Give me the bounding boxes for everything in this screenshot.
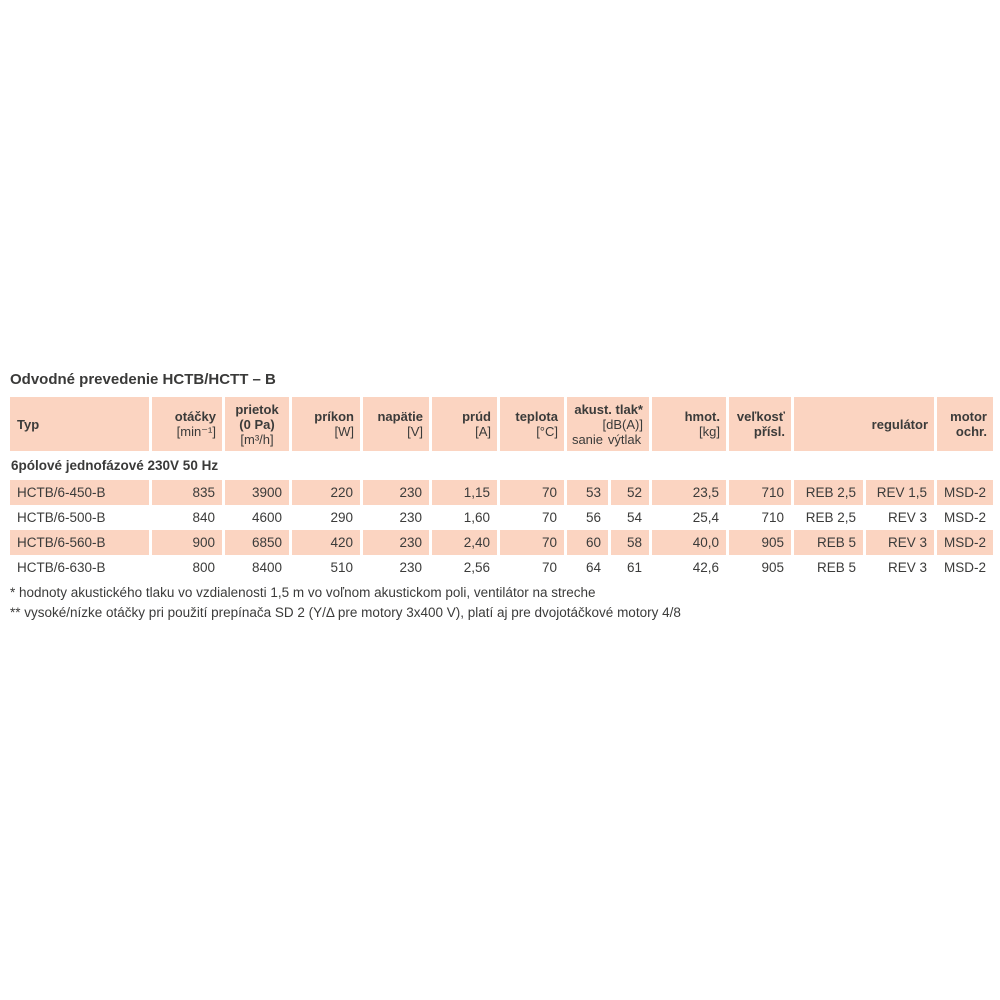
- cell-motor: MSD-2: [937, 480, 993, 505]
- cell-teplota: 70: [500, 505, 564, 530]
- cell-prietok: 4600: [225, 505, 289, 530]
- cell-prikon: 510: [292, 555, 360, 580]
- header-row: [10, 397, 993, 451]
- fan-spec-table: [7, 397, 996, 580]
- cell-hmot: 23,5: [652, 480, 726, 505]
- cell-napatie: 230: [363, 530, 429, 555]
- cell-sanie: 53: [567, 480, 608, 505]
- col-header-hmot: [652, 397, 726, 451]
- col-header-teplota: [500, 397, 564, 451]
- col-header-typ: [10, 397, 149, 451]
- col-header-velkost: [729, 397, 791, 451]
- cell-napatie: 230: [363, 480, 429, 505]
- cell-prikon: 220: [292, 480, 360, 505]
- cell-teplota: 70: [500, 555, 564, 580]
- cell-prikon: 290: [292, 505, 360, 530]
- table-row: [10, 480, 993, 505]
- col-header-velkost-label: veľkosť: [736, 409, 785, 424]
- cell-otacky: 835: [152, 480, 222, 505]
- col-header-regulator-label: regulátor: [871, 416, 928, 432]
- cell-hmot: 40,0: [652, 530, 726, 555]
- cell-prietok: 3900: [225, 480, 289, 505]
- footnotes: [10, 583, 681, 622]
- cell-velkost: 905: [729, 530, 791, 555]
- col-header-sanie: sanie: [571, 431, 604, 447]
- cell-motor: MSD-2: [937, 505, 993, 530]
- table-row: [10, 530, 993, 555]
- cell-typ: HCTB/6-560-B: [10, 530, 149, 555]
- cell-typ: HCTB/6-500-B: [10, 505, 149, 530]
- col-header-akust-unit: [dB(A)]: [602, 416, 643, 432]
- col-header-prietok: [225, 397, 289, 451]
- col-header-hmot-label: hmot.: [684, 409, 720, 424]
- cell-otacky: 800: [152, 555, 222, 580]
- cell-sanie: 60: [567, 530, 608, 555]
- cell-prud: 2,56: [432, 555, 497, 580]
- col-header-motor-label2: ochr.: [955, 424, 987, 439]
- cell-regulator-rev: REV 3: [866, 555, 934, 580]
- col-header-prietok-label: prietok: [235, 401, 279, 417]
- footnote-speeds: ** vysoké/nízke otáčky pri použití prepínača SD 2 (Y/Δ pre motory 3x400 V), platí aj pre dvojotáčkové motory 4/8: [10, 604, 681, 620]
- cell-vytlak: 61: [611, 555, 649, 580]
- section-row: [10, 451, 993, 480]
- cell-sanie: 56: [567, 505, 608, 530]
- cell-prikon: 420: [292, 530, 360, 555]
- cell-velkost: 710: [729, 480, 791, 505]
- col-header-velkost-label2: přísl.: [753, 424, 785, 439]
- col-header-otacky: [152, 397, 222, 451]
- cell-regulator-reb: REB 5: [794, 530, 863, 555]
- cell-napatie: 230: [363, 555, 429, 580]
- cell-teplota: 70: [500, 480, 564, 505]
- col-header-prietok-unit: [m³/h]: [240, 431, 274, 447]
- cell-vytlak: 58: [611, 530, 649, 555]
- section-title: 6pólové jednofázové 230V 50 Hz: [10, 451, 993, 480]
- cell-typ: HCTB/6-450-B: [10, 480, 149, 505]
- col-header-prikon: [292, 397, 360, 451]
- cell-typ: HCTB/6-630-B: [10, 555, 149, 580]
- cell-regulator-reb: REB 2,5: [794, 480, 863, 505]
- cell-prud: 1,60: [432, 505, 497, 530]
- table-row: [10, 505, 993, 530]
- col-header-prikon-label: príkon: [314, 409, 354, 424]
- col-header-motor: [937, 397, 993, 451]
- col-header-prud: [432, 397, 497, 451]
- footnote-acoustic: * hodnoty akustického tlaku vo vzdialenosti 1,5 m vo voľnom akustickom poli, ventilátor na streche: [10, 585, 596, 600]
- col-header-napatie: [363, 397, 429, 451]
- cell-motor: MSD-2: [937, 530, 993, 555]
- col-header-otacky-label: otáčky: [174, 409, 216, 424]
- col-header-napatie-unit: [V]: [407, 424, 423, 439]
- cell-hmot: 42,6: [652, 555, 726, 580]
- col-header-motor-label: motor: [950, 409, 987, 424]
- cell-napatie: 230: [363, 505, 429, 530]
- cell-prietok: 6850: [225, 530, 289, 555]
- cell-velkost: 905: [729, 555, 791, 580]
- col-header-prud-label: prúd: [462, 409, 491, 424]
- table-row: [10, 555, 993, 580]
- col-header-prietok-label2: (0 Pa): [239, 416, 275, 432]
- cell-prietok: 8400: [225, 555, 289, 580]
- col-header-otacky-unit: [min⁻¹]: [176, 424, 216, 439]
- col-header-akust-subcolumns: [569, 432, 643, 447]
- col-header-typ-label: Typ: [17, 416, 40, 432]
- cell-regulator-reb: REB 5: [794, 555, 863, 580]
- col-header-teplota-unit: [°C]: [536, 424, 558, 439]
- col-header-akust-tlak: [567, 397, 649, 451]
- cell-regulator-rev: REV 3: [866, 505, 934, 530]
- cell-hmot: 25,4: [652, 505, 726, 530]
- page-title: Odvodné prevedenie HCTB/HCTT – B: [10, 371, 276, 388]
- cell-regulator-reb: REB 2,5: [794, 505, 863, 530]
- cell-prud: 1,15: [432, 480, 497, 505]
- cell-motor: MSD-2: [937, 555, 993, 580]
- col-header-akust-label: akust. tlak*: [574, 401, 643, 417]
- cell-regulator-rev: REV 1,5: [866, 480, 934, 505]
- cell-otacky: 840: [152, 505, 222, 530]
- cell-regulator-rev: REV 3: [866, 530, 934, 555]
- col-header-teplota-label: teplota: [515, 409, 558, 424]
- cell-vytlak: 54: [611, 505, 649, 530]
- col-header-vytlak: výtlak: [607, 431, 642, 447]
- col-header-hmot-unit: [kg]: [699, 424, 720, 439]
- col-header-regulator: [794, 397, 934, 451]
- cell-teplota: 70: [500, 530, 564, 555]
- cell-otacky: 900: [152, 530, 222, 555]
- col-header-prud-unit: [A]: [475, 424, 491, 439]
- cell-prud: 2,40: [432, 530, 497, 555]
- cell-vytlak: 52: [611, 480, 649, 505]
- col-header-napatie-label: napätie: [377, 409, 423, 424]
- cell-velkost: 710: [729, 505, 791, 530]
- cell-sanie: 64: [567, 555, 608, 580]
- col-header-prikon-unit: [W]: [334, 424, 354, 439]
